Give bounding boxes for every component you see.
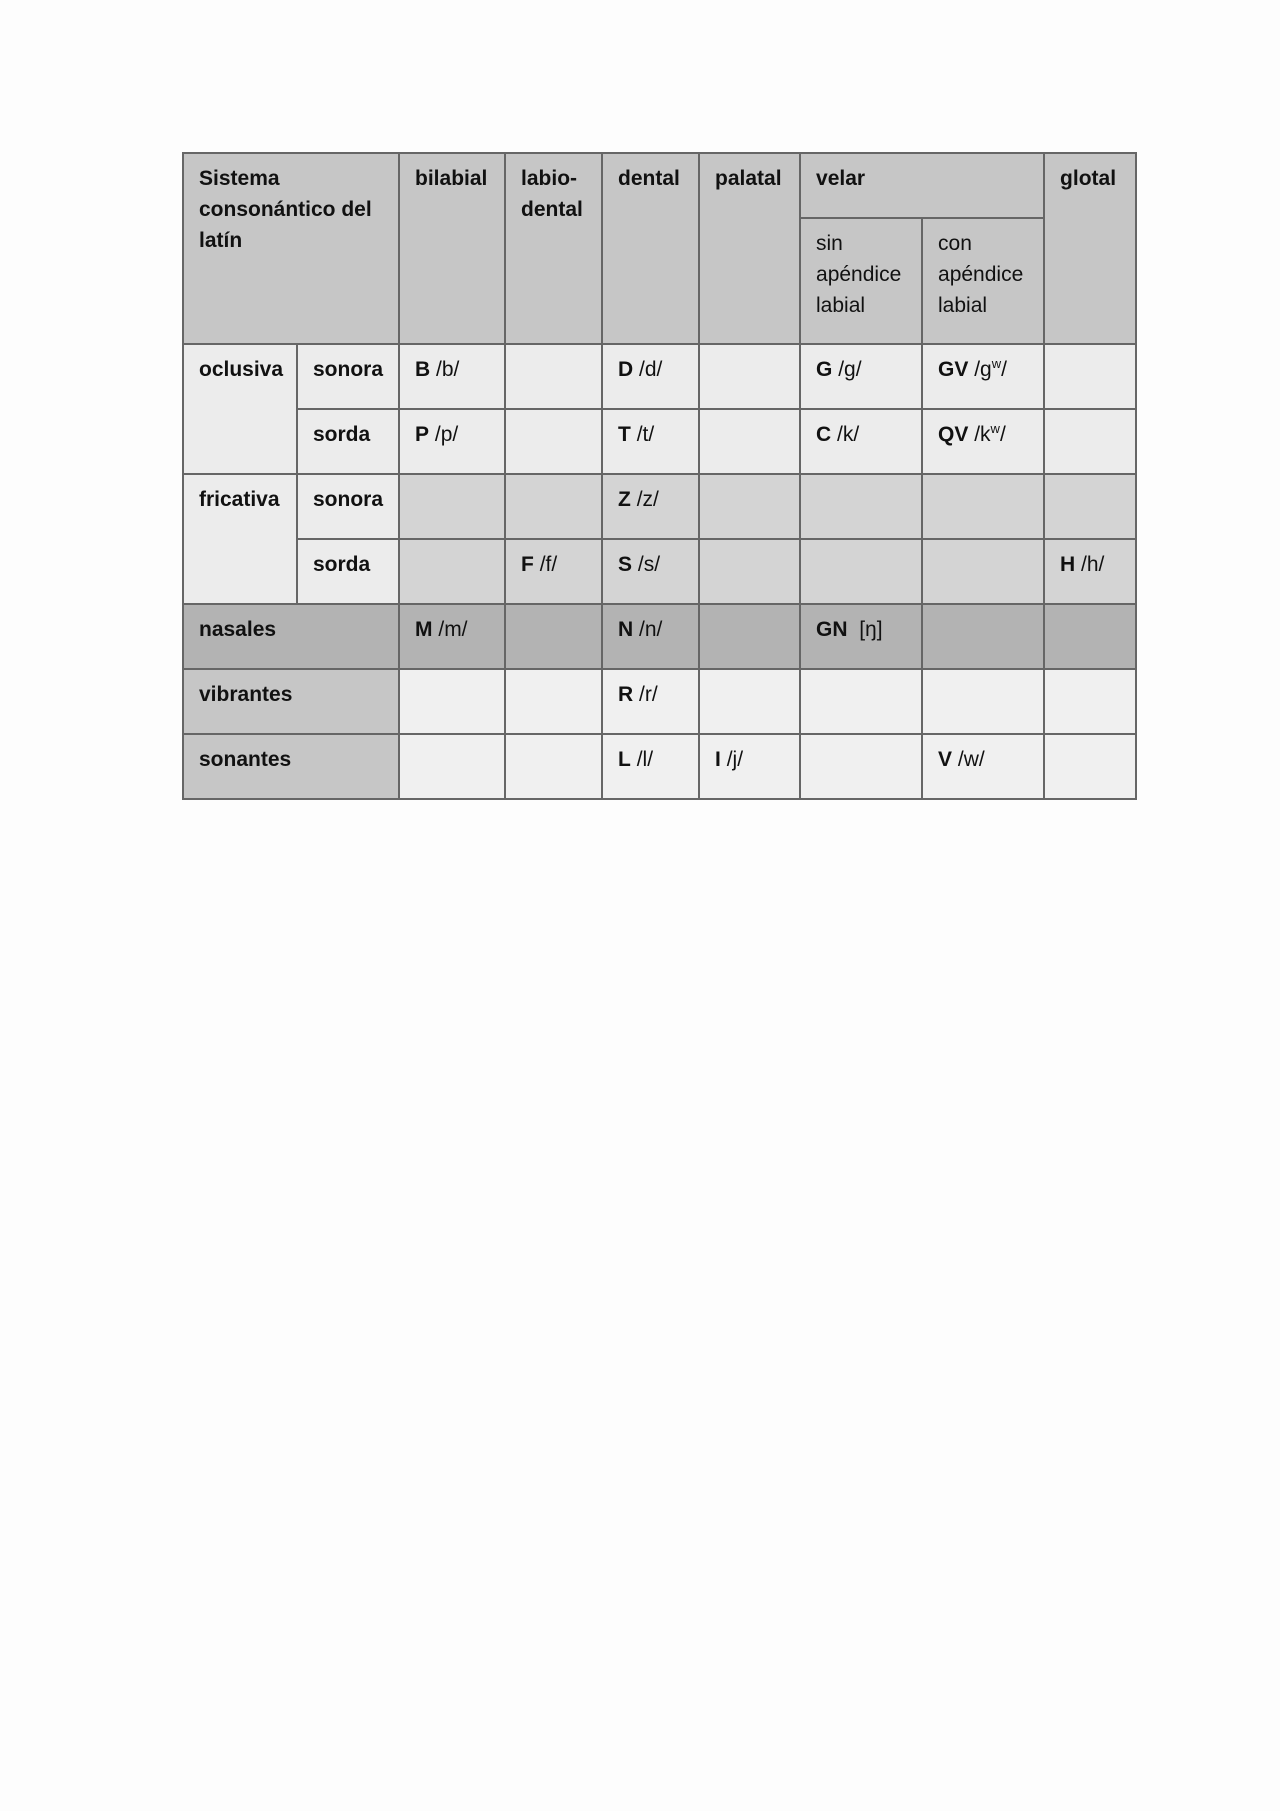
cell-ipa: /k/ — [837, 423, 860, 446]
cell-ipa: /f/ — [539, 553, 558, 576]
cell-g — [800, 344, 922, 409]
cell-r — [602, 669, 699, 734]
cell-empty — [922, 669, 1044, 734]
cell-empty — [699, 474, 800, 539]
cell-c — [800, 409, 922, 474]
ipa-sup: w — [991, 356, 1002, 371]
cell-empty — [699, 409, 800, 474]
cell-empty — [922, 539, 1044, 604]
cell-empty — [399, 734, 505, 799]
cell-empty — [1044, 604, 1136, 669]
row-nasales: nasales — [183, 604, 399, 669]
row-oclusiva-sonora: sonora — [297, 344, 399, 409]
col-velar-labial: con apéndice labial — [922, 218, 1044, 344]
cell-empty — [699, 344, 800, 409]
cell-empty — [699, 539, 800, 604]
cell-letter: R — [618, 683, 634, 706]
cell-i — [699, 734, 800, 799]
col-velar-plain: sin apéndice labial — [800, 218, 922, 344]
row-oclusiva-sorda: sorda — [297, 409, 399, 474]
cell-f — [505, 539, 602, 604]
cell-v — [922, 734, 1044, 799]
cell-empty — [800, 539, 922, 604]
cell-letter: D — [618, 358, 634, 381]
cell-empty — [1044, 669, 1136, 734]
row-fricativa: fricativa — [183, 474, 297, 604]
cell-ipa: /g/ — [838, 358, 862, 381]
cell-empty — [505, 734, 602, 799]
cell-letter: N — [618, 618, 634, 641]
cell-n — [602, 604, 699, 669]
ipa-post: / — [999, 423, 1006, 446]
cell-letter: P — [415, 423, 430, 446]
cell-d — [602, 344, 699, 409]
cell-empty — [399, 539, 505, 604]
cell-ipa: /n/ — [639, 618, 663, 641]
cell-letter: V — [938, 748, 953, 771]
cell-ipa: /s/ — [637, 553, 661, 576]
cell-ipa: /h/ — [1081, 553, 1105, 576]
col-velar: velar — [800, 153, 1044, 218]
cell-p — [399, 409, 505, 474]
cell-empty — [1044, 344, 1136, 409]
cell-letter: L — [618, 748, 631, 771]
cell-gv — [922, 344, 1044, 409]
col-palatal: palatal — [699, 153, 800, 344]
cell-ipa: [ŋ] — [853, 618, 883, 641]
cell-letter: Z — [618, 488, 631, 511]
cell-empty — [800, 669, 922, 734]
cell-m — [399, 604, 505, 669]
col-dental: dental — [602, 153, 699, 344]
cell-ipa: /b/ — [436, 358, 460, 381]
cell-ipa: /w/ — [957, 748, 985, 771]
table-title: Sistema consonántico del latín — [183, 153, 399, 344]
latin-consonant-table — [182, 152, 1137, 800]
col-bilabial: bilabial — [399, 153, 505, 344]
cell-empty — [922, 604, 1044, 669]
cell-empty — [699, 604, 800, 669]
cell-letter: G — [816, 358, 833, 381]
cell-letter: M — [415, 618, 433, 641]
cell-ipa: /p/ — [434, 423, 459, 446]
cell-letter: S — [618, 553, 633, 576]
row-vibrantes: vibrantes — [183, 669, 399, 734]
cell-empty — [505, 409, 602, 474]
cell-ipa — [974, 358, 1007, 381]
cell-empty — [399, 474, 505, 539]
cell-empty — [505, 344, 602, 409]
cell-qv — [922, 409, 1044, 474]
cell-ipa: /l/ — [636, 748, 654, 771]
ipa-pre: /g — [974, 358, 992, 381]
cell-letter: C — [816, 423, 832, 446]
cell-empty — [505, 474, 602, 539]
cell-letter: H — [1060, 553, 1076, 576]
cell-letter: GN — [816, 618, 848, 641]
cell-ipa: /t/ — [636, 423, 655, 446]
cell-t — [602, 409, 699, 474]
cell-ipa: /d/ — [639, 358, 663, 381]
cell-letter: T — [618, 423, 631, 446]
cell-letter: I — [715, 748, 721, 771]
row-fricativa-sonora: sonora — [297, 474, 399, 539]
cell-letter: QV — [938, 423, 969, 446]
cell-letter: GV — [938, 358, 969, 381]
col-labiodental: labio-dental — [505, 153, 602, 344]
ipa-sup: w — [990, 421, 1000, 436]
cell-ipa — [974, 423, 1006, 446]
row-sonantes: sonantes — [183, 734, 399, 799]
row-oclusiva: oclusiva — [183, 344, 297, 474]
row-fricativa-sorda: sorda — [297, 539, 399, 604]
cell-b — [399, 344, 505, 409]
ipa-post: / — [1001, 358, 1007, 381]
cell-z — [602, 474, 699, 539]
cell-letter: B — [415, 358, 431, 381]
cell-s — [602, 539, 699, 604]
cell-empty — [505, 669, 602, 734]
cell-letter: F — [521, 553, 534, 576]
cell-empty — [1044, 409, 1136, 474]
cell-l — [602, 734, 699, 799]
ipa-pre: /k — [974, 423, 991, 446]
cell-empty — [505, 604, 602, 669]
cell-empty — [399, 669, 505, 734]
cell-h — [1044, 539, 1136, 604]
cell-empty — [1044, 734, 1136, 799]
cell-empty — [699, 669, 800, 734]
cell-empty — [800, 474, 922, 539]
col-glotal: glotal — [1044, 153, 1136, 344]
cell-empty — [922, 474, 1044, 539]
cell-gn — [800, 604, 922, 669]
cell-ipa: /z/ — [636, 488, 659, 511]
cell-ipa: /m/ — [438, 618, 468, 641]
cell-ipa: /r/ — [639, 683, 658, 706]
cell-ipa: /j/ — [726, 748, 744, 771]
cell-empty — [1044, 474, 1136, 539]
cell-empty — [800, 734, 922, 799]
